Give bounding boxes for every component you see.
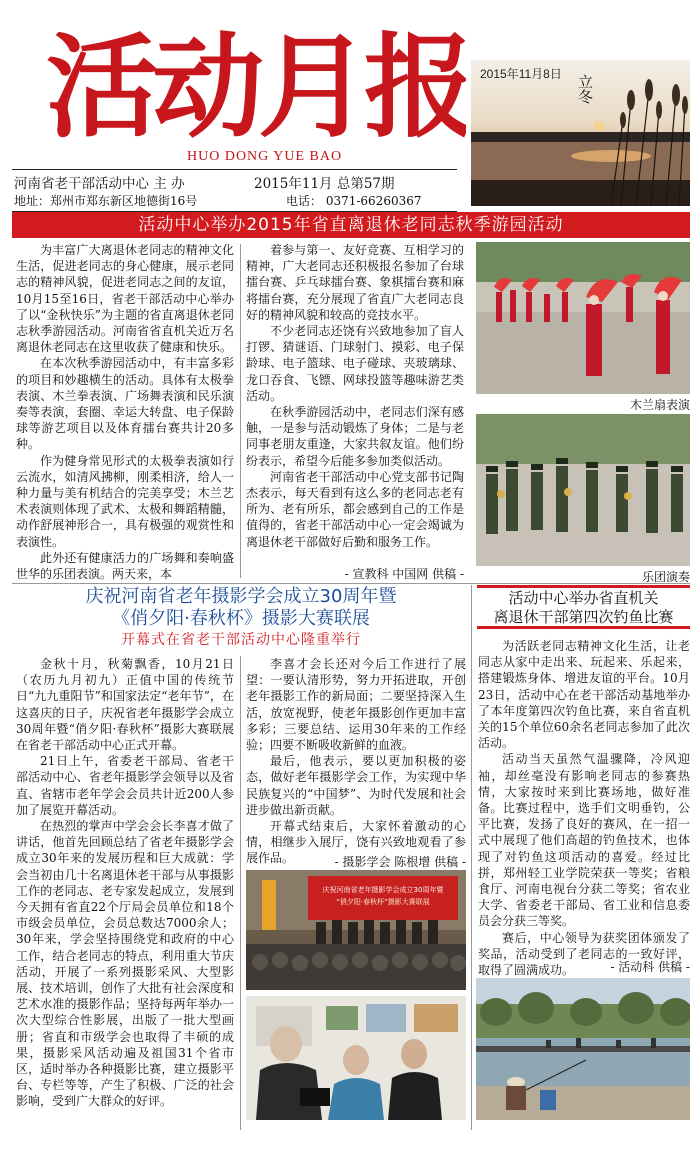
- solar-term-label: 立冬: [576, 74, 594, 104]
- masthead-rule: [12, 169, 457, 170]
- issue-date: 2015年11月8日: [480, 67, 562, 81]
- article1-col2: [246, 242, 464, 550]
- article1-paragraph: 着参与第一、友好竞赛、互相学习的精神，广大老同志还积极报名参加了台球擂台赛、乒乓球擂台赛、象棋擂台赛和麻将擂台赛，充分展现了省直广大老同志良好的精神风貌和较高的竞技水平。: [246, 243, 464, 322]
- phone-text: 电话： 0371-66260367: [286, 194, 422, 208]
- article2-credit: - 摄影学会 陈根增 供稿 -: [334, 855, 466, 869]
- masthead-pinyin: HUO DONG YUE BAO: [187, 149, 343, 164]
- fan-dance-caption: 木兰扇表演: [629, 398, 690, 412]
- article2-paragraph: 在热烈的掌声中学会会长李喜才做了讲话，他首先回顾总结了省老年摄影学会成立30年来的发展历程和巨大成就：学会当初由几十名离退休老干部与从事摄影工作的老同志、老专家发起成立，发展到今天拥有省直22个厅局会员单位和18个市级会员单位，会员总数达7000余人；30年来，学会坚持围绕党和政府的中心工作，结合老同志的特点，利用重大节庆活动，开展了一系列摄影采风、大型影展、技术培训，创作了大批有社会深度和艺术水准的摄影作品；坚持每两年举办一次大型综合性影展，出版了一批大型画册；省直和市级学会也取得了丰硕的成果，摄影采风活动遍及祖国31个省市区，适时举办各种摄影比赛，建立摄影平台、专栏等等，产生了积极、广泛的社会影响，受到广大群众的好评。: [16, 819, 234, 1109]
- article2-paragraph: 李喜才会长还对今后工作进行了展望：一要认清形势，努力开拓进取，开创老年摄影工作的新局面；二要坚持深入生活，放宽视野，使老年摄影创作更加丰富多彩；三要总结、运用30年来的工作经验；四要不断吸收新鲜的血液。: [246, 657, 466, 753]
- article3-headline: [477, 585, 690, 629]
- column-divider: [471, 585, 472, 1130]
- article3-paragraph: 赛后，中心领导为获奖团体颁发了奖品，活动受到了老同志的一致好评，取得了圆满成功。: [478, 930, 690, 978]
- banner-line1: 庆祝河南省老年摄影学会成立30周年暨: [322, 886, 444, 894]
- fan-dance-image: [476, 242, 690, 394]
- article2-paragraph: 21日上午，省委老干部局、省老干部活动中心、省老年摄影学会领导以及省直、省辖市老年学会会员共计近200人参加了展览开幕活动。: [16, 754, 234, 817]
- article1-headline: 活动中心举办2015年省直离退休老同志秋季游园活动: [12, 212, 690, 238]
- article3-paragraph: 为活跃老同志精神文化生活，让老同志从家中走出来、玩起来、乐起来，搭建锻炼身体、增进友谊的平台。10月23日，活动中心在老干部活动基地举办了本年度第四次钓鱼比赛，来自省直机关的15个单位60余名老同志参加了此次活动。: [478, 639, 690, 751]
- solar-term-photo: [471, 60, 690, 206]
- article3-body: [478, 638, 690, 978]
- fishing-photo: [476, 978, 690, 1120]
- masthead-title-text: 活动月报: [46, 22, 466, 146]
- article2-col1: [16, 656, 234, 1110]
- masthead-title: [46, 14, 466, 146]
- article2-paragraph: 开幕式结束后，大家怀着激动的心情，相继步入展厅，饶有兴致地观看了参展作品。: [246, 819, 466, 866]
- article2-headline: [12, 586, 470, 650]
- masthead-calligraphy: [46, 14, 466, 146]
- article1-paragraph: 在秋季游园活动中，老同志们深有感触，一是参与活动锻炼了身体；二是与老同事老朋友重逢，大家共叙友谊。他们纷纷表示，希望今后能多参加类似活动。: [246, 405, 464, 468]
- masthead-contact-row: [14, 192, 459, 209]
- issue-text: 2015年11月 总第57期: [254, 176, 395, 192]
- banner-line2: “俏夕阳·春秋杯”摄影大赛联展: [336, 898, 430, 906]
- article1-paragraph: 为丰富广大离退休老同志的精神文化生活，促进老同志的身心健康，展示老同志的精神风貌，促进老同志之间的友谊，10月15至16日，省老干部活动中心举办了以“金秋快乐”为主题的省直离退休老同志秋季游园活动。河南省省直机关近万名离退休老同志在这里收获了健康和快乐。: [16, 243, 234, 355]
- exhibition-visitors-image: [246, 996, 466, 1120]
- article3-credit: - 活动科 供稿 -: [610, 960, 690, 974]
- article3-paragraph: 活动当天虽然气温骤降，冷风迎袖，却丝毫没有影响老同志的参赛热情，大家按时来到比赛场地，做好准备。比赛过程中，选手们文明垂钓，公平比赛，发扬了良好的赛风，在一招一式中展现了他们高超的钓鱼技术，也体现了对钓鱼这项活动的喜爱。经过比拼，郑州轻工业学院荣获一等奖；省粮食厅、河南电视台分获二等奖；省农业大学、省委老干部局、省工业和信息委员会分获三等奖。: [478, 752, 690, 929]
- article2-paragraph: 最后，他表示，要以更加积极的姿态，做好老年摄影学会工作，为实现中华民族复兴的“中国梦”、为时代发展和社会进步做出新贡献。: [246, 754, 466, 817]
- article1-paragraph: 此外还有健康活力的广场舞和奏响盛世华的乐团表演。两天来，本: [16, 550, 234, 582]
- band-performance-image: [476, 414, 690, 566]
- article2-subhead: 开幕式在省老干部活动中心隆重举行: [121, 632, 361, 648]
- article2-headline-line2: 《俏夕阳·春秋杯》摄影大赛联展: [112, 608, 370, 629]
- exhibition-visitors-photo: [246, 996, 466, 1120]
- band-photo: [476, 414, 690, 566]
- article1-paragraph: 河南省老干部活动中心党支部书记陶杰表示，每天看到有这么多的老同志老有所为、老有所乐，都会感到自己的工作是值得的，省老干部活动中心一定会竭诚为离退休老干部做好后勤和服务工作。: [246, 469, 464, 549]
- section-divider: [12, 583, 690, 584]
- address-text: 地址：郑州市郑东新区地德街16号: [14, 194, 198, 208]
- masthead: [12, 8, 467, 208]
- band-caption: 乐团演奏: [641, 570, 690, 584]
- article1-col1: [16, 242, 234, 582]
- article1-credit: - 宣教科 中国网 供稿 -: [344, 567, 464, 581]
- fan-dance-photo: [476, 242, 690, 394]
- opening-ceremony-photo: [246, 870, 466, 990]
- article2-paragraph: 金秋十月，秋菊飘香，10月21日（农历九月初九）正值中国的传统节日“九九重阳节”和国家法定“老年节”，在这喜庆的日子，庆祝省老年摄影学会成立30周年暨“俏夕阳·春秋杯”摄影大赛联展在省老干部活动中心正式开幕。: [16, 657, 234, 753]
- article1-paragraph: 不少老同志还饶有兴致地参加了盲人打锣、猜谜语、门球射门、摸彩、电子保龄球、电子篮球、电子碰球、夹玻璃球、龙口吞食、飞镖、网球投篮等趣味游艺类活动。: [246, 324, 464, 403]
- article2-col2: [246, 656, 466, 867]
- article3-headline-line1: 活动中心举办省直机关: [508, 589, 659, 607]
- column-divider: [240, 656, 241, 1130]
- article2-headline-line1: 庆祝河南省老年摄影学会成立30周年暨: [85, 586, 397, 607]
- article1-paragraph: 在本次秋季游园活动中，有丰富多彩的项目和妙趣横生的活动。具体有太极拳表演、木兰拳表演、广场舞表演和民乐演奏等表演，套圈、幸运大转盘、电子保龄球等游艺项目以及体育擂台赛共计20多种。: [16, 356, 234, 452]
- article1-paragraph: 作为健身常见形式的太极拳表演如行云流水，如清风拂柳，刚柔相济，给人一种力量与美有机结合的完美享受；木兰艺术表演则体现了武术、太极和舞蹈精髓，动作舒展神形合一，具有极强的观赏性和表演性。: [16, 453, 234, 549]
- column-divider: [240, 244, 241, 578]
- opening-ceremony-image: [246, 870, 466, 990]
- article3-headline-line2: 离退休干部第四次钓鱼比赛: [493, 608, 674, 626]
- fishing-contest-image: [476, 978, 690, 1120]
- masthead-info-row: [14, 172, 459, 192]
- sponsor-text: 河南省老干部活动中心 主 办: [14, 176, 185, 192]
